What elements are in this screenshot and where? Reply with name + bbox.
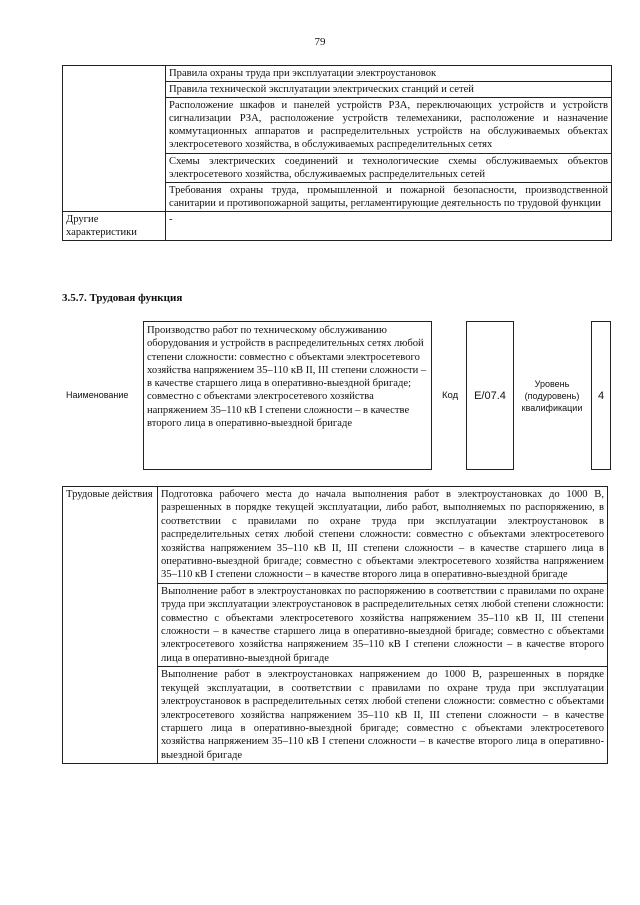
knowledge-table <box>62 65 612 241</box>
table-cell: Требования охраны труда, промышленной и пожарной безопасности, производственной санитарии и противопожарной защиты, регламентирующие деятельность по трудовой функции <box>166 182 612 211</box>
code-label: Код <box>442 390 459 401</box>
code-value: E/07.4 <box>466 321 514 470</box>
table-cell: Правила технической эксплуатации электрических станций и сетей <box>166 82 612 98</box>
function-name-box: Производство работ по техническому обслуживанию оборудования и устройств в распределительных сетях любой степени сложности: совместно с объектами электросетевого хозяйства напряжением 35–110 кВ II, III степени сложности – в качестве старшего лица в оперативно-выездной бригаде; совместно с объектами электросетевого хозяйства напряжением 35–110 кВ I степени сложности – в качестве второго лица в оперативно-выездной бригаде <box>143 321 432 470</box>
level-label: Уровень (подуровень) квалификации <box>521 379 583 413</box>
table-cell: Выполнение работ в электроустановках напряжением до 1000 В, разрешенных в порядке текущей эксплуатации, в соответствии с правилами по охране труда при эксплуатации электроустановок в распределительных сетях любой степени сложности: совместно с объектами электросетевого хозяйства напряжением 35–110 кВ II, III степени сложности – в качестве старшего лица в оперативно-выездной бригаде; совместно с объектами электросетевого хозяйства напряжением 35–110 кВ I степени сложности – в качестве второго лица в оперативно-выездной бригаде <box>158 667 608 764</box>
table-row <box>63 487 608 584</box>
page-number: 79 <box>314 36 326 48</box>
table-row <box>63 66 612 82</box>
level-value: 4 <box>591 321 611 470</box>
table-cell: Правила охраны труда при эксплуатации электроустановок <box>166 66 612 82</box>
table-cell: Схемы электрических соединений и технологические схемы обслуживаемых объектов электросетевого хозяйства, обслуживаемых распределительных сетей <box>166 153 612 182</box>
name-label: Наименование <box>66 390 129 400</box>
table-cell: Расположение шкафов и панелей устройств РЗА, переключающих устройств и устройств сигнализации РЗА, расположение устройств телемеханики, расположение и назначение коммутационных аппаратов и распределительных устройств на обслуживаемых объектах электросетевого хозяйства, в обслуживаемых распределительных сетях <box>166 98 612 153</box>
labor-actions-label: Трудовые действия <box>63 487 158 764</box>
row-label <box>63 66 166 212</box>
table-cell: - <box>166 211 612 240</box>
labor-actions-table <box>62 486 608 764</box>
table-cell: Выполнение работ в электроустановках по распоряжению в соответствии с правилами по охране труда при эксплуатации электроустановок в распределительных сетях любой степени сложности: совместно с объектами электросетевого хозяйства напряжением 35–110 кВ II, III степени сложности – в качестве старшего лица в оперативно-выездной бригаде; совместно с объектами электросетевого хозяйства напряжением 35–110 кВ I степени сложности – в качестве второго лица в оперативно-выездной бригаде <box>158 583 608 666</box>
table-row <box>63 211 612 240</box>
table-cell: Подготовка рабочего места до начала выполнения работ в электроустановках до 1000 В, разрешенных в порядке текущей эксплуатации, либо работ, выполняемых по распоряжению, в соответствии с правилами по охране труда при эксплуатации электроустановок в распределительных сетях любой степени сложности: совместно с объектами электросетевого хозяйства напряжением 35–110 кВ II, III степени сложности – в качестве старшего лица в оперативно-выездной бригаде; совместно с объектами электросетевого хозяйства напряжением 35–110 кВ I степени сложности – в качестве второго лица в оперативно-выездной бригаде <box>158 487 608 584</box>
other-characteristics-label: Другие характеристики <box>63 211 166 240</box>
section-title: 3.5.7. Трудовая функция <box>62 292 183 304</box>
